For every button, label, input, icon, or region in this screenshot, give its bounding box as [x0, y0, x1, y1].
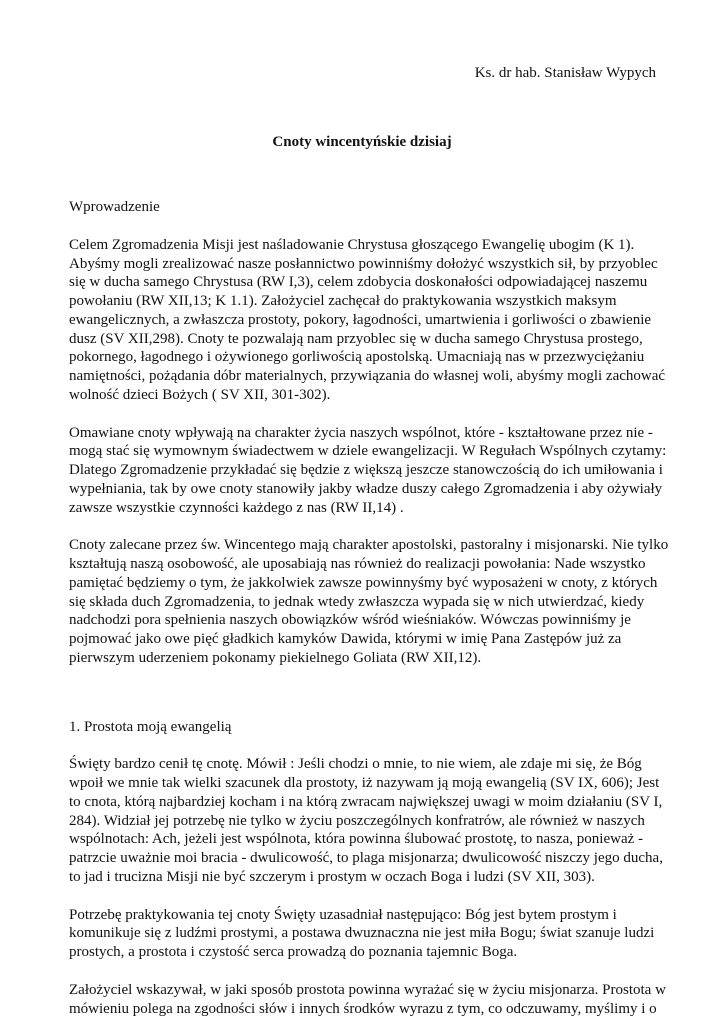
text-line: prostych, a prostota i czystość serca prowadzą do poznania tajemnic Boga. [69, 944, 518, 960]
text-line: to cnota, którą najbardziej kocham i na którą zwracam największej uwagi w moim działaniu (SV I, [69, 793, 663, 810]
text-line: wspólnotach: Ach, jeżeli jest wspólnota, która powinna ślubować prostotę, to nasza, ponieważ - [69, 831, 644, 848]
text-line: pokornego, łagodnego i ożywionego gorliwością apostolską. Umacniają nas w przezwyciężaniu [69, 349, 645, 366]
author-line: Ks. dr hab. Stanisław Wypych [474, 65, 656, 81]
text-line: patrzcie uważnie moi bracia - dwulicowość, to plaga misjonarza; dwulicowość niszczy jego ducha, [69, 850, 663, 866]
text-line: mówieniu polega na zgodności słów i innych środków wyrazu z tym, co odczuwamy, myślimy i o [69, 1000, 657, 1017]
text-line: 284). Widział jej potrzebę nie tylko w życiu poszczególnych konfratrów, ale również w naszych [69, 812, 645, 829]
text-line: wypełniania, tak by owe cnoty stanowiły jakby władze duszy całego Zgromadzenia i aby ożywiały [69, 480, 663, 497]
text-line: pamiętać będziemy o tym, że jakkolwiek zawsze powinnyśmy być wyposażeni w cnoty, z których [69, 574, 658, 591]
text-line: Wprowadzenie [69, 199, 160, 215]
text-line: Święty bardzo cenił tę cnotę. Mówił : Jeśli chodzi o mnie, to nie wiem, ale zdaje mi się, że Bóg [69, 756, 642, 773]
text-line: pojmować jako owe pięć gładkich kamyków Dawida, którymi w imię Pana Zastępów już za [69, 631, 622, 647]
text-line: zawsze wszystkie czynności każdego z nas (RW II,14) . [69, 499, 404, 516]
text-line: się w ducha samego Chrystusa (RW I,3), celem zdobycia doskonałości odpowiadającej naszemu [69, 274, 648, 291]
text-line: ewangelicznych, a zwłaszcza prostoty, pokory, łagodności, umartwienia i gorliwości o zbawienie [69, 311, 652, 328]
intro-heading [69, 198, 659, 217]
text-line: powołaniu (RW XII,13; K 1.1). Założyciel zachęcał do praktykowania wszystkich maksym [69, 293, 617, 309]
paragraph [69, 536, 669, 667]
text-line: namiętności, pożądania dóbr materialnych, przywiązania do własnej woli, abyśmy mogli zachować [69, 368, 666, 384]
text-line: się składa duch Zgromadzenia, to jednak wtedy zwłaszcza wypada się w nich utwierdzać, kiedy [69, 593, 645, 610]
text-line: Celem Zgromadzenia Misji jest naśladowanie Chrystusa głoszącego Ewangelię ubogim (K 1). [69, 236, 635, 253]
text-line: 1. Prostota moją ewangelią [69, 718, 232, 735]
text-line: dusz (SV XII,298). Cnoty te pozwalają nam przyoblec się w ducha samego Chrystusa prostego, [69, 330, 643, 347]
paragraph [69, 424, 667, 518]
text-line: Potrzebę praktykowania tej cnoty Święty uzasadniał następująco: Bóg jest bytem prostym i [69, 906, 617, 923]
text-line: Omawiane cnoty wpływają na charakter życia naszych wspólnot, które - kształtowane przez nie - [69, 424, 653, 441]
paragraph [69, 755, 663, 886]
section-heading [69, 718, 659, 737]
text-line: Abyśmy mogli zrealizować nasze posłannictwo powinniśmy dołożyć wszystkich sił, by przyoblec [69, 255, 658, 272]
text-line: to jad i trucizna Misji nie być szczerym i prostym w oczach Boga i ludzi (SV XII, 303). [69, 868, 595, 885]
text-line: wpoił we mnie tak wielki szacunek dla prostoty, iż nazywam ją moją ewangelią (SV IX, 606); Jest [69, 775, 660, 791]
text-line: Cnoty zalecane przez św. Wincentego mają charakter apostolski, pastoralny i misjonarski. Nie tylko [69, 537, 669, 554]
text-line: pierwszym uderzeniem pokonamy piekielnego Goliata (RW XII,12). [69, 649, 482, 666]
text-line: wolność dzieci Bożych ( SV XII, 301-302). [69, 386, 331, 403]
text-line: Dlatego Zgromadzenie przykładać się będzie z większą jeszcze stanowczością do ich umiłowania i [69, 462, 663, 478]
paragraph [69, 236, 666, 405]
paragraph [69, 906, 659, 962]
text-line: kształtują naszą osobowość, ale uposabiają nas również do realizacji powołania: Nade wszystko [69, 556, 646, 572]
text-line: Założyciel wskazywał, w jaki sposób prostota powinna wyrażać się w życiu misjonarza. Prostota w [69, 981, 666, 998]
text-line: nadchodzi pora spełnienia naszych obowiązków wśród wieśniaków. Wówczas powinniśmy je [69, 612, 631, 629]
text-line: komunikuje się z ludźmi prostymi, a postawa dwuznaczna nie jest miła Bogu; świat szanuje ludzi [69, 925, 655, 942]
document-title: Cnoty wincentyńskie dzisiaj [272, 134, 452, 150]
document-body [69, 198, 669, 1018]
paragraph [69, 981, 666, 1019]
text-line: mogą stać się wymownym świadectwem w dziele ewangelizacji. W Regułach Wspólnych czytamy: [69, 443, 667, 460]
